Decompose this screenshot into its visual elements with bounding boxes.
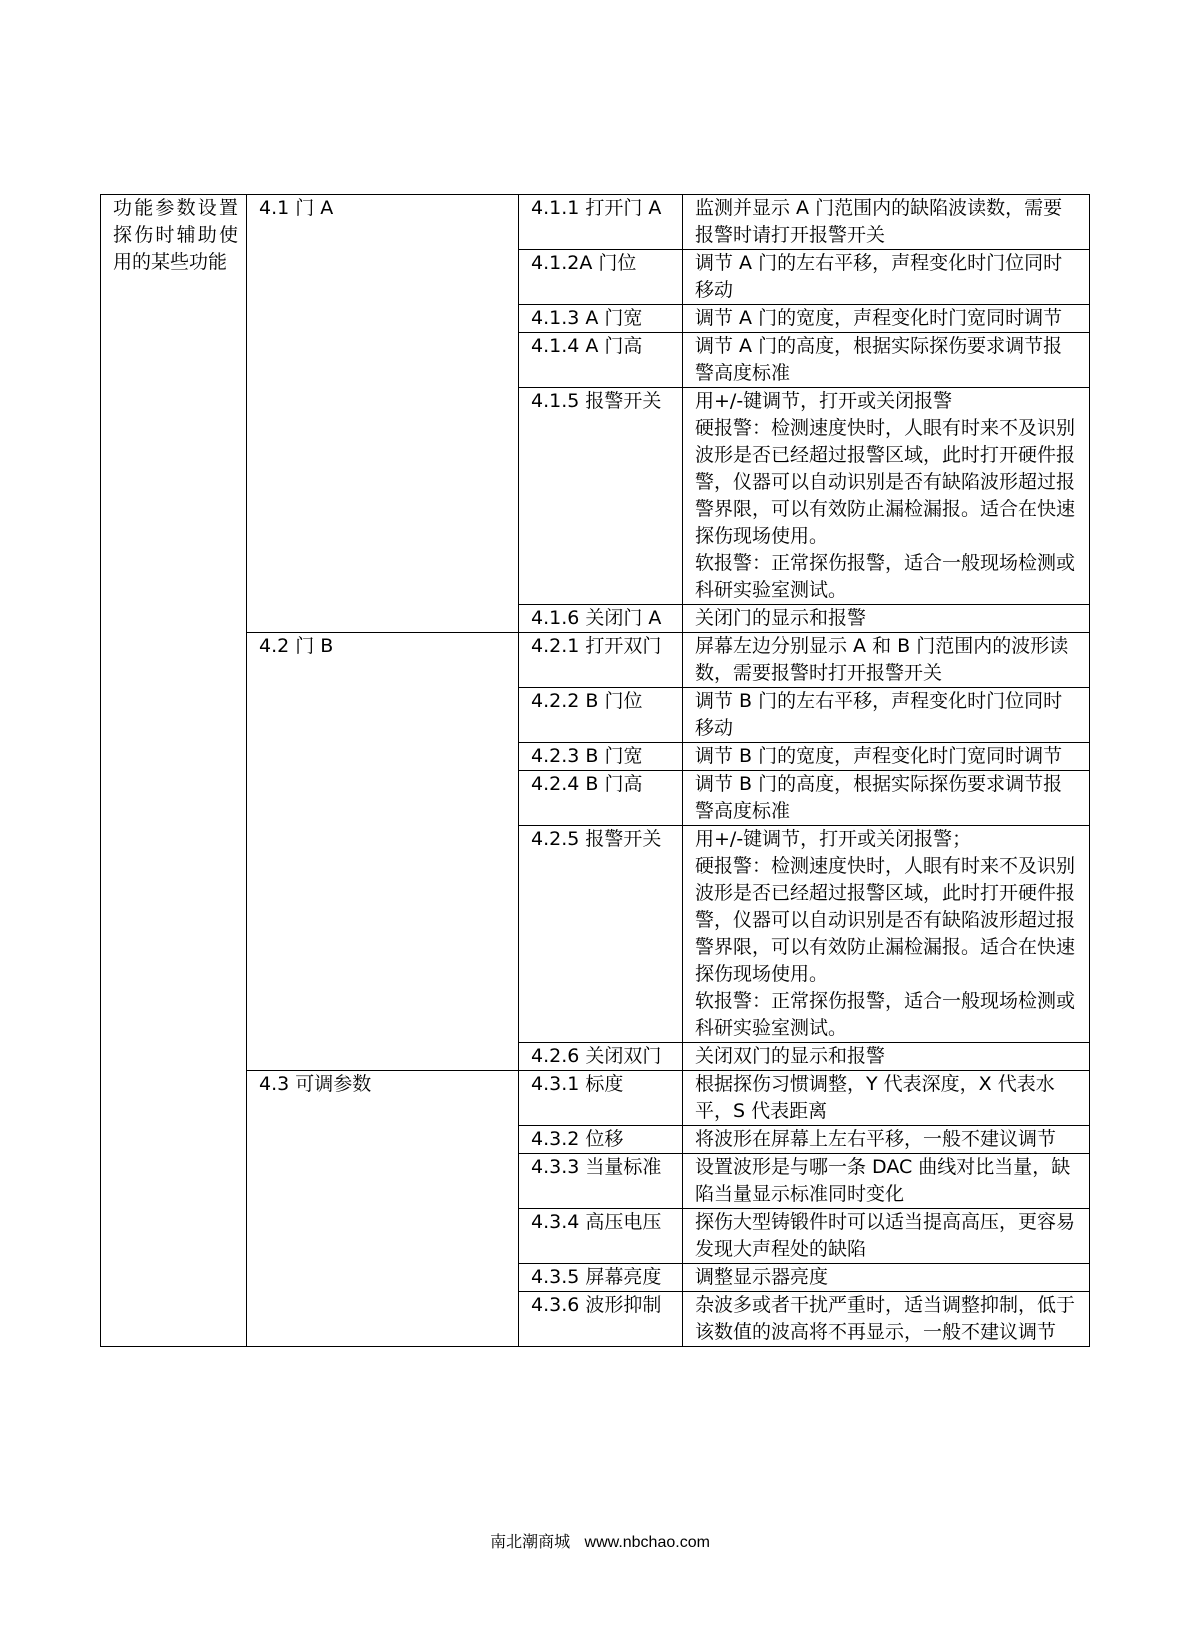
sub-item-cell: 4.3.5 屏幕亮度 xyxy=(519,1264,683,1292)
description-cell xyxy=(683,826,1090,1043)
description-text: 调节 B 门的高度，根据实际探伤要求调节报警高度标准 xyxy=(695,773,1063,822)
description-text: 调节 B 门的左右平移，声程变化时门位同时移动 xyxy=(695,690,1063,739)
sub-item-cell: 4.2.6 关闭双门 xyxy=(519,1043,683,1071)
table-row xyxy=(101,633,1090,688)
description-text: 调节 B 门的宽度，声程变化时门宽同时调节 xyxy=(695,745,1063,767)
sub-item-cell: 4.3.3 当量标准 xyxy=(519,1154,683,1209)
description-cell xyxy=(683,250,1090,305)
description-cell xyxy=(683,771,1090,826)
description-cell xyxy=(683,195,1090,250)
description-cell xyxy=(683,1154,1090,1209)
footer-site-name: 南北潮商城 xyxy=(490,1534,571,1551)
table-row xyxy=(101,1071,1090,1126)
sub-item-cell: 4.1.1 打开门 A xyxy=(519,195,683,250)
description-text: 设置波形是与哪一条 DAC 曲线对比当量，缺陷当量显示标准同时变化 xyxy=(695,1156,1071,1205)
description-cell xyxy=(683,688,1090,743)
sub-item-cell: 4.2.2 B 门位 xyxy=(519,688,683,743)
description-text: 杂波多或者干扰严重时，适当调整抑制，低于该数值的波高将不再显示，一般不建议调节 xyxy=(695,1294,1076,1343)
table-row xyxy=(101,195,1090,250)
sub-item-cell: 4.2.5 报警开关 xyxy=(519,826,683,1043)
sub-item-cell: 4.2.4 B 门高 xyxy=(519,771,683,826)
description-cell xyxy=(683,605,1090,633)
sub-item-cell: 4.1.4 A 门高 xyxy=(519,333,683,388)
description-text: 调整显示器亮度 xyxy=(695,1266,829,1288)
description-cell xyxy=(683,743,1090,771)
description-text: 软报警：正常探伤报警，适合一般现场检测或科研实验室测试。 xyxy=(695,552,1076,601)
description-text: 调节 A 门的高度，根据实际探伤要求调节报警高度标准 xyxy=(695,335,1063,384)
group-title-cell: 4.3 可调参数 xyxy=(247,1071,519,1347)
description-cell xyxy=(683,1071,1090,1126)
description-text: 硬报警：检测速度快时，人眼有时来不及识别波形是否已经超过报警区域，此时打开硬件报警，仪器可以自动识别是否有缺陷波形超过报警界限，可以有效防止漏检漏报。适合在快速探伤现场使用。 xyxy=(695,417,1076,547)
description-cell xyxy=(683,333,1090,388)
sub-item-cell: 4.1.6 关闭门 A xyxy=(519,605,683,633)
description-text: 将波形在屏幕上左右平移，一般不建议调节 xyxy=(695,1128,1057,1150)
description-cell xyxy=(683,1126,1090,1154)
parameter-table xyxy=(100,194,1090,1347)
description-cell xyxy=(683,1043,1090,1071)
description-text: 调节 A 门的左右平移，声程变化时门位同时移动 xyxy=(695,252,1063,301)
sub-item-cell: 4.3.1 标度 xyxy=(519,1071,683,1126)
page-footer xyxy=(0,1529,1200,1552)
group-title-cell: 4.1 门 A xyxy=(247,195,519,633)
description-cell xyxy=(683,1209,1090,1264)
category-cell: 功能参数设置探伤时辅助使用的某些功能 xyxy=(101,195,247,1347)
sub-item-cell: 4.1.5 报警开关 xyxy=(519,388,683,605)
description-cell xyxy=(683,633,1090,688)
description-text: 关闭门的显示和报警 xyxy=(695,607,867,629)
description-text: 用+/-键调节，打开或关闭报警 xyxy=(695,390,953,412)
sub-item-cell: 4.2.3 B 门宽 xyxy=(519,743,683,771)
footer-url[interactable]: www.nbchao.com xyxy=(584,1534,710,1551)
description-text: 调节 A 门的宽度，声程变化时门宽同时调节 xyxy=(695,307,1063,329)
group-title-cell: 4.2 门 B xyxy=(247,633,519,1071)
description-cell xyxy=(683,305,1090,333)
description-text: 用+/-键调节，打开或关闭报警； xyxy=(695,828,972,850)
description-text: 探伤大型铸锻件时可以适当提高高压，更容易发现大声程处的缺陷 xyxy=(695,1211,1076,1260)
sub-item-cell: 4.2.1 打开双门 xyxy=(519,633,683,688)
description-cell xyxy=(683,1292,1090,1347)
description-text: 屏幕左边分别显示 A 和 B 门范围内的波形读数，需要报警时打开报警开关 xyxy=(695,635,1069,684)
description-cell xyxy=(683,388,1090,605)
description-cell xyxy=(683,1264,1090,1292)
description-text: 监测并显示 A 门范围内的缺陷波读数，需要报警时请打开报警开关 xyxy=(695,197,1063,246)
description-text: 软报警：正常探伤报警，适合一般现场检测或科研实验室测试。 xyxy=(695,990,1076,1039)
description-text: 根据探伤习惯调整，Y 代表深度，X 代表水平，S 代表距离 xyxy=(695,1073,1055,1122)
sub-item-cell: 4.3.4 高压电压 xyxy=(519,1209,683,1264)
description-text: 关闭双门的显示和报警 xyxy=(695,1045,886,1067)
sub-item-cell: 4.3.2 位移 xyxy=(519,1126,683,1154)
description-text: 硬报警：检测速度快时，人眼有时来不及识别波形是否已经超过报警区域，此时打开硬件报警，仪器可以自动识别是否有缺陷波形超过报警界限，可以有效防止漏检漏报。适合在快速探伤现场使用。 xyxy=(695,855,1076,985)
sub-item-cell: 4.1.3 A 门宽 xyxy=(519,305,683,333)
sub-item-cell: 4.1.2A 门位 xyxy=(519,250,683,305)
sub-item-cell: 4.3.6 波形抑制 xyxy=(519,1292,683,1347)
